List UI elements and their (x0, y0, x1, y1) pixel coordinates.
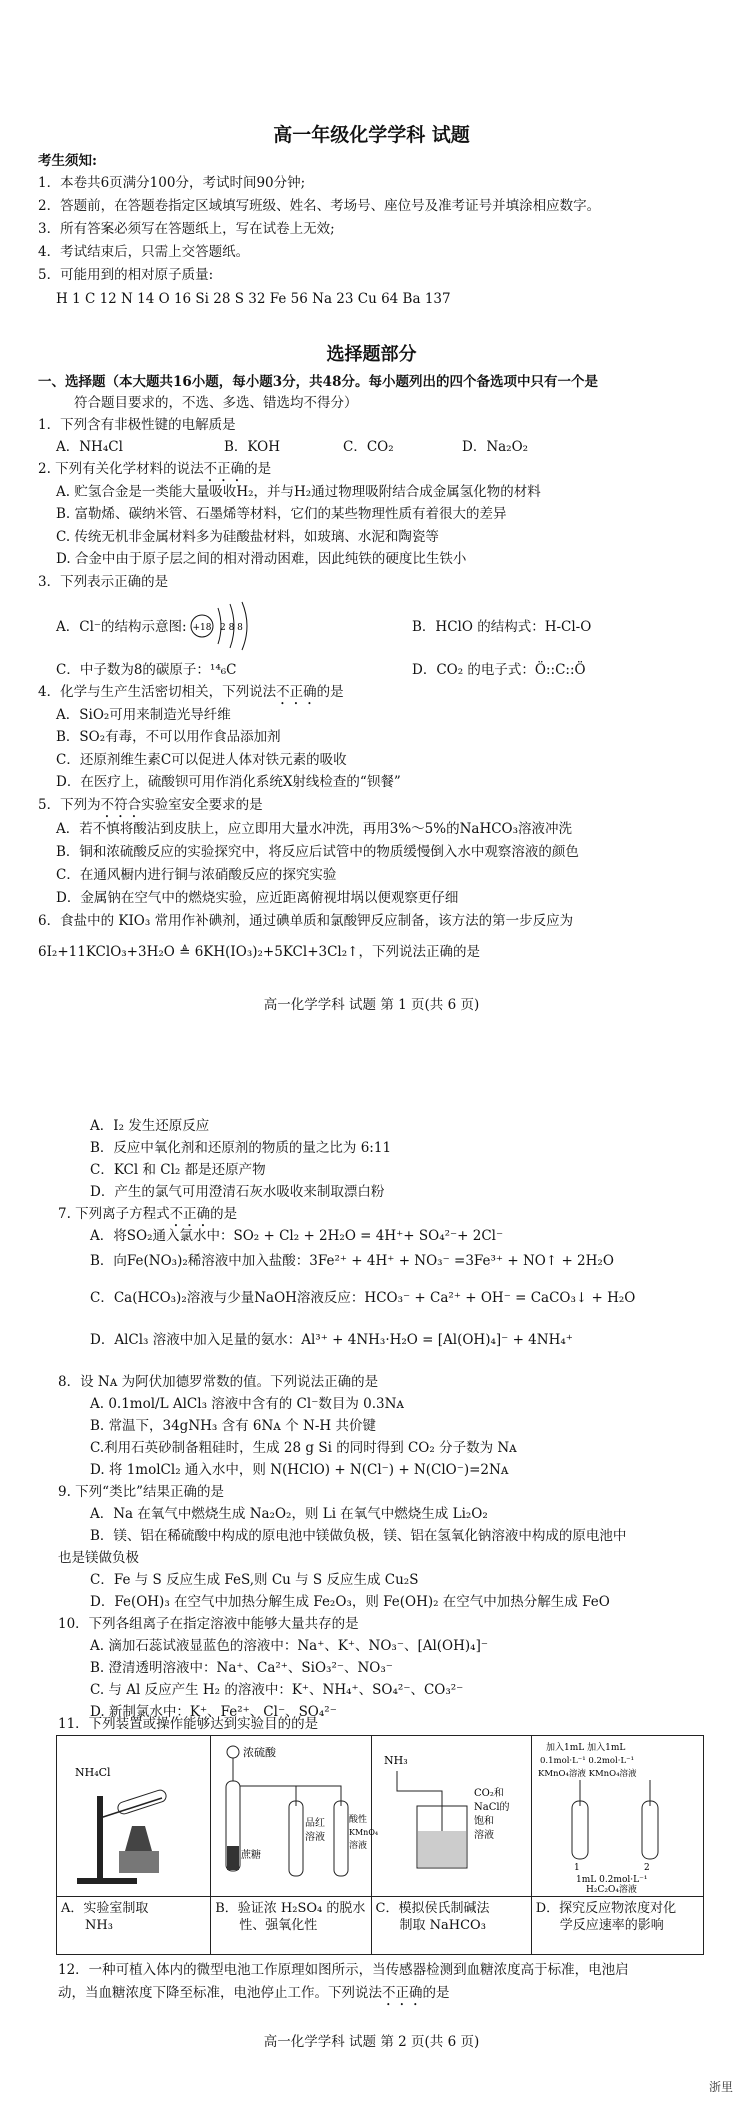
reagent-label: NaCl的 (473, 1802, 510, 1813)
hou-process-apparatus (372, 1736, 530, 1892)
question-12-stem: 12．一种可植入体内的微型电池工作原理如图所示，当传感器检测到血糖浓度高于标准，电池启 (58, 1962, 629, 1978)
reagent-label: H₂C₂O₄溶液 (585, 1885, 637, 1895)
page-gap (0, 1052, 743, 1095)
caption-line: A．实验室制取 (61, 1901, 149, 1916)
question-5-option-d: D．金属钠在空气中的燃烧实验，应近距离俯视坩埚以便观察更仔细 (56, 890, 459, 906)
question-6-option-c: C．KCl 和 Cl₂ 都是还原产物 (90, 1162, 266, 1178)
reagent-label: NH₄Cl (75, 1766, 111, 1779)
question-9-stem: 9. 下列“类比”结果正确的是 (58, 1484, 224, 1500)
notice-line: 5．可能用到的相对原子质量: (38, 267, 214, 283)
question-9-option-c: C．Fe 与 S 反应生成 FeS,则 Cu 与 S 反应生成 Cu₂S (90, 1572, 419, 1588)
stem-text: 2. 下列有关化学材料的说法 (38, 461, 204, 477)
question-10-option-c: C. 与 Al 反应产生 H₂ 的溶液中：K⁺、NH₄⁺、SO₄²⁻、CO₃²⁻ (90, 1682, 464, 1698)
question-5-stem (38, 796, 263, 821)
section-intro-text: 一、选择题（本大题共16小题，每小题3分，共48分。每小题列出的四个备选项中只有一个是 (38, 374, 598, 390)
chloride-ion-diagram (186, 598, 266, 654)
question-1-option-a: A．NH₄Cl (56, 439, 123, 455)
page-footer: 高一化学学科 试题 第 2 页(共 6 页) (263, 2034, 480, 2050)
question-8-stem: 8．设 Nᴀ 为阿伏加德罗常数的值。下列说法正确的是 (58, 1374, 379, 1390)
stem-text: 动，当血糖浓度下降至标准，电池停止工作。下列说法 (58, 1985, 382, 2001)
reagent-label: 蔗糖 (241, 1850, 262, 1861)
reagent-label: 1mL 0.2mol·L⁻¹ (575, 1875, 648, 1885)
caption-cell-d (531, 1897, 703, 1955)
reagent-label: 饱和 (473, 1816, 494, 1827)
question-7-option-c: C．Ca(HCO₃)₂溶液与少量NaOH溶液反应：HCO₃⁻ + Ca²⁺ + OH⁻ = CaCO₃↓ + H₂O (90, 1290, 636, 1306)
question-5-option-a: A．若不慎将酸沾到皮肤上，应立即用大量水冲洗，再用3%～5%的NaHCO₃溶液冲洗 (56, 821, 573, 837)
question-12-stem-cont (58, 1984, 450, 2009)
reaction-rate-apparatus (532, 1736, 702, 1895)
emphasis-text: 不符合 (100, 797, 142, 813)
question-2-stem (38, 460, 271, 485)
question-2-option-b: B. 富勒烯、碳纳米管、石墨烯等材料，它们的某些物理性质有着很大的差异 (56, 506, 507, 522)
shell-electrons: 2 8 8 (220, 623, 243, 633)
sulfuric-acid-apparatus (211, 1736, 379, 1892)
reagent-label: KMnO₄ (349, 1828, 379, 1837)
stem-text: 的是 (422, 1985, 450, 2001)
section-intro (38, 373, 598, 391)
question-4-option-c: C．还原剂维生素C可以促进人体对铁元素的吸收 (56, 752, 347, 768)
figure-cell-a (57, 1736, 211, 1897)
notice-line: 2．答题前，在答题卷指定区域填写班级、姓名、考场号、座位号及准考证号并填涂相应数字。 (38, 198, 601, 214)
caption-line: 制取 NaHCO₃ (399, 1918, 486, 1933)
corner-watermark: 浙里 (708, 2080, 733, 2094)
question-4-option-a: A．SiO₂可用来制造光导纤维 (56, 707, 231, 723)
question-1-option-b: B．KOH (224, 439, 280, 455)
question-5-option-b: B．铜和浓硫酸反应的实验探究中，将反应后试管中的物质缓慢倒入水中观察溶液的颜色 (56, 844, 579, 860)
caption-cell-b (211, 1897, 371, 1955)
stem-text: 的是 (210, 1206, 238, 1222)
question-10-option-b: B. 澄清透明溶液中：Na⁺、Ca²⁺、SiO₃²⁻、NO₃⁻ (90, 1660, 393, 1676)
question-3-option-d: D．CO₂ 的电子式：Ö::C::Ö (412, 662, 586, 678)
stem-text: 的是 (244, 461, 272, 477)
tube-number: 1 (573, 1863, 580, 1873)
caption-line: 性、强氧化性 (239, 1918, 318, 1933)
notice-line: 4．考试结束后，只需上交答题纸。 (38, 244, 250, 260)
tube-number: 2 (643, 1863, 650, 1873)
reagent-label: 品红 (305, 1818, 326, 1829)
question-7-option-a: A．将SO₂通入氯水中：SO₂ + Cl₂ + 2H₂O = 4H⁺+ SO₄²⁻+ 2Cl⁻ (90, 1228, 504, 1244)
question-6-option-a: A．I₂ 发生还原反应 (90, 1118, 210, 1134)
question-3-option-a: A．Cl⁻的结构示意图: (56, 619, 187, 635)
question-4-option-b: B．SO₂有毒，不可以用作食品添加剂 (56, 729, 281, 745)
question-2-option-a: A. 贮氢合金是一类能大量吸收H₂，并与H₂通过物理吸附结合成金属氢化物的材料 (56, 484, 541, 500)
question-9-option-d: D．Fe(OH)₃ 在空气中加热分解生成 Fe₂O₃，则 Fe(OH)₂ 在空气中加热分解生成 FeO (90, 1594, 610, 1610)
page-footer: 高一化学学科 试题 第 1 页(共 6 页) (263, 997, 480, 1013)
stem-text: 7. 下列离子方程式 (58, 1206, 170, 1222)
nucleus-charge: +18 (192, 623, 212, 633)
page-title: 高一年级化学学科 试题 (273, 124, 470, 146)
question-8-option-a: A. 0.1mol/L AlCl₃ 溶液中含有的 Cl⁻数目为 0.3Nᴀ (90, 1396, 405, 1412)
reagent-label: CO₂和 (473, 1788, 504, 1799)
question-11-figure-table (56, 1735, 704, 1955)
question-10-option-a: A. 滴加石蕊试液显蓝色的溶液中：Na⁺、K⁺、NO₃⁻、[Al(OH)₄]⁻ (90, 1638, 488, 1654)
question-5-option-c: C．在通风橱内进行铜与浓硝酸反应的探究实验 (56, 867, 337, 883)
caption-line: NH₃ (85, 1918, 113, 1933)
atomic-masses: H 1 C 12 N 14 O 16 Si 28 S 32 Fe 56 Na 23 Cu 64 Ba 137 (56, 291, 451, 307)
caption-cell-a (57, 1897, 211, 1955)
question-3-option-c: C．中子数为8的碳原子：¹⁴₆C (56, 662, 237, 678)
question-6-option-b: B．反应中氧化剂和还原剂的物质的量之比为 6:11 (90, 1140, 392, 1156)
emphasis-text: 不正确 (382, 1985, 423, 2001)
question-6-equation: 6I₂+11KClO₃+3H₂O ≜ 6KH(IO₃)₂+5KCl+3Cl₂↑，下列说法正确的是 (38, 944, 480, 960)
question-3-stem: 3．下列表示正确的是 (38, 574, 169, 590)
section-intro-cont: 符合题目要求的，不选、多选、错选均不得分） (74, 395, 358, 411)
notice-heading: 考生须知: (38, 153, 97, 169)
question-6-stem: 6．食盐中的 KIO₃ 常用作补碘剂，通过碘单质和氯酸钾反应制备，该方法的第一步反应为 (38, 913, 574, 929)
reagent-label: 酸性 (349, 1815, 368, 1825)
question-7-option-b: B．向Fe(NO₃)₂稀溶液中加入盐酸：3Fe²⁺ + 4H⁺ + NO₃⁻ =3Fe³⁺ + NO↑ + 2H₂O (90, 1253, 614, 1269)
reagent-label: 溶液 (305, 1832, 326, 1843)
reagent-label: 溶液 (473, 1830, 494, 1841)
figure-cell-d (531, 1736, 703, 1897)
question-10-stem: 10．下列各组离子在指定溶液中能够大量共存的是 (58, 1616, 359, 1632)
question-2-option-d: D. 合金中由于原子层之间的相对滑动困难，因此纯铁的硬度比生铁小 (56, 551, 467, 567)
emphasis-text: 不正确 (203, 461, 245, 477)
notice-line: 3．所有答案必须写在答题纸上，写在试卷上无效; (38, 221, 335, 237)
caption-line: B．验证浓 H₂SO₄ 的脱水 (215, 1901, 366, 1916)
emphasis-text: 不正确 (169, 1206, 211, 1222)
notice-line: 1．本卷共6页满分100分，考试时间90分钟; (38, 175, 306, 191)
stem-text: 4．化学与生产生活密切相关，下列说法 (38, 684, 277, 700)
reagent-label: 加入1mL 加入1mL (545, 1743, 626, 1753)
caption-line: D．探究反应物浓度对化 (535, 1901, 677, 1916)
question-7-option-d: D．AlCl₃ 溶液中加入足量的氨水：Al³⁺ + 4NH₃·H₂O = [Al(OH)₄]⁻ + 4NH₄⁺ (90, 1332, 573, 1348)
reagent-label: 浓硫酸 (243, 1746, 277, 1759)
question-8-option-d: D. 将 1molCl₂ 通入水中，则 N(HClO) + N(Cl⁻) + N(ClO⁻)=2Nᴀ (90, 1462, 509, 1478)
question-4-stem (38, 683, 344, 708)
caption-line: C．模拟侯氏制碱法 (375, 1901, 490, 1916)
question-11-stem: 11．下列装置或操作能够达到实验目的的是 (58, 1716, 319, 1732)
question-9-option-b-cont: 也是镁做负极 (58, 1550, 139, 1566)
question-1-stem: 1．下列含有非极性键的电解质是 (38, 417, 236, 433)
emphasis-text: 不正确 (276, 684, 317, 700)
caption-line: 学反应速率的影响 (559, 1918, 664, 1933)
question-10-option-d: D. 新制氯水中：K⁺、Fe²⁺、Cl⁻、SO₄²⁻ (90, 1704, 337, 1720)
question-8-option-b: B. 常温下，34gNH₃ 含有 6Nᴀ 个 N-H 共价键 (90, 1418, 376, 1434)
question-2-option-c: C. 传统无机非金属材料多为硅酸盐材料，如玻璃、水泥和陶瓷等 (56, 529, 439, 545)
question-9-option-a: A．Na 在氧气中燃烧生成 Na₂O₂，则 Li 在氧气中燃烧生成 Li₂O₂ (90, 1506, 488, 1522)
stem-text: 5．下列为 (38, 797, 101, 813)
question-6-option-d: D．产生的氯气可用澄清石灰水吸收来制取漂白粉 (90, 1184, 385, 1200)
question-9-option-b: B．镁、铝在稀硫酸中构成的原电池中镁做负极，镁、铝在氢氧化钠溶液中构成的原电池中 (90, 1528, 627, 1544)
gas-label: NH₃ (383, 1754, 408, 1767)
question-3-option-b: B．HClO 的结构式：H-Cl-O (412, 619, 592, 635)
reagent-label: 0.1mol·L⁻¹ 0.2mol·L⁻¹ (539, 1756, 634, 1766)
section-title: 选择题部分 (326, 344, 417, 365)
question-8-option-c: C.利用石英砂制备粗硅时，生成 28 g Si 的同时得到 CO₂ 分子数为 Nᴀ (90, 1440, 517, 1456)
question-1-option-c: C．CO₂ (343, 439, 394, 455)
ammonia-heating-apparatus (57, 1736, 209, 1892)
stem-text: 实验室安全要求的是 (141, 797, 263, 813)
figure-cell-c (371, 1736, 531, 1897)
question-4-option-d: D．在医疗上，硫酸钡可用作消化系统X射线检查的“钡餐” (56, 774, 401, 790)
reagent-label: KMnO₄溶液 KMnO₄溶液 (537, 1769, 637, 1779)
question-1-option-d: D．Na₂O₂ (462, 439, 529, 455)
stem-text: 的是 (316, 684, 344, 700)
reagent-label: 溶液 (349, 1841, 368, 1851)
caption-cell-c (371, 1897, 531, 1955)
figure-cell-b (211, 1736, 379, 1897)
